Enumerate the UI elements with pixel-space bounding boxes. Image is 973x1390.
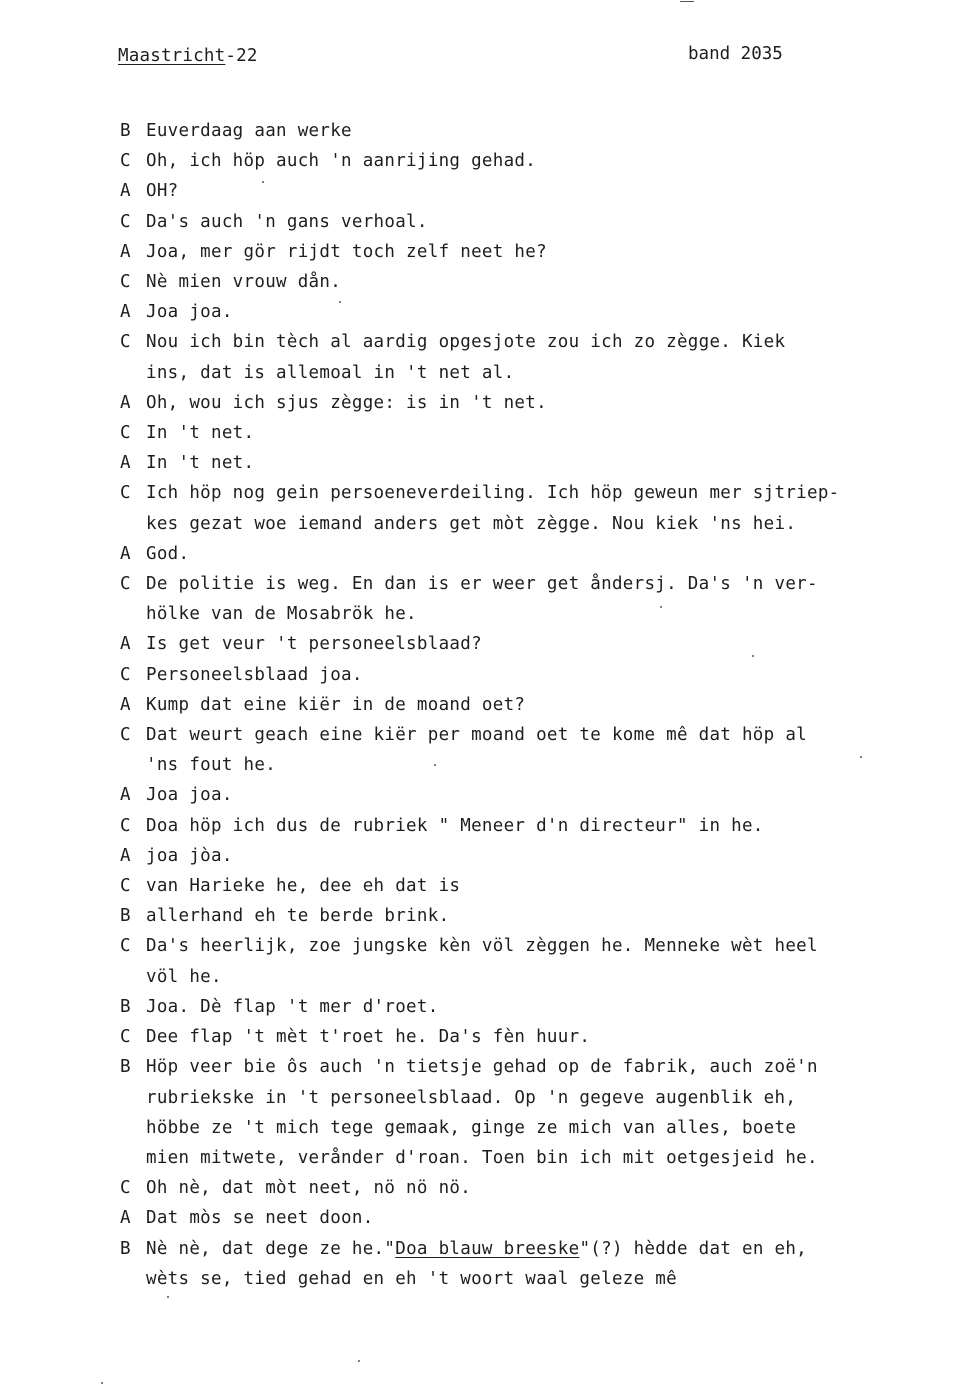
utterance-text: allerhand eh te berde brink. — [146, 906, 450, 927]
transcript-line — [120, 780, 940, 810]
transcript-line — [120, 1234, 940, 1264]
utterance-text: höbbe ze 't mich tege gemaak, ginge ze mich van alles, boete — [146, 1117, 797, 1138]
utterance-text: hölke van de Mosabrök he. — [146, 604, 417, 625]
speaker-label: A — [120, 181, 131, 202]
scan-speck — [860, 756, 862, 758]
utterance-text — [146, 1234, 940, 1264]
utterance-text: Ich höp nog gein persoeneverdeiling. Ich höp geweun mer sjtriep- — [146, 483, 840, 504]
transcript-line — [120, 1173, 940, 1203]
transcript-line — [120, 176, 940, 206]
header-location-suffix: -22 — [225, 46, 258, 66]
speaker-label: A — [120, 634, 131, 655]
speaker-label: C — [120, 483, 131, 504]
utterance-text: Höp veer bie ôs auch 'n tietsje gehad op de fabrik, auch zoë'n — [146, 1057, 818, 1078]
utterance-text: Oh, wou ich sjus zègge: is in 't net. — [146, 392, 547, 413]
speaker-label: A — [120, 845, 131, 866]
speaker-label: C — [120, 574, 131, 595]
utterance-text: OH? — [146, 181, 179, 202]
utterance-text: Is get veur 't personeelsblaad? — [146, 634, 482, 655]
transcript-line — [120, 116, 940, 146]
transcript-line — [120, 1113, 940, 1143]
speaker-label: A — [120, 302, 131, 323]
scan-speck — [101, 1382, 103, 1384]
transcript-line — [120, 660, 940, 690]
transcript-line — [120, 327, 940, 357]
transcript-line — [120, 267, 940, 297]
speaker-label: C — [120, 211, 131, 232]
speaker-label: C — [120, 272, 131, 293]
transcript-line — [120, 901, 940, 931]
transcript-line — [120, 237, 940, 267]
transcript-line — [120, 478, 940, 508]
transcript-line — [120, 448, 940, 478]
speaker-label: C — [120, 1178, 131, 1199]
transcript-line — [120, 388, 940, 418]
scan-speck — [660, 606, 662, 608]
utterance-text: rubriekske in 't personeelsblaad. Op 'n gegeve augenblik eh, — [146, 1087, 797, 1108]
transcript-line — [120, 841, 940, 871]
utterance-text: Oh nè, dat mòt neet, nö nö nö. — [146, 1178, 472, 1199]
transcript-line — [120, 207, 940, 237]
speaker-label: A — [120, 543, 131, 564]
transcript-line — [120, 569, 940, 599]
speaker-label: C — [120, 1027, 131, 1048]
speaker-label: A — [120, 785, 131, 806]
transcript-line — [120, 1143, 940, 1173]
scan-speck — [358, 1360, 360, 1362]
speaker-label: C — [120, 815, 131, 836]
utterance-text: Oh, ich höp auch 'n aanrijing gehad. — [146, 151, 537, 172]
transcript-line — [120, 1083, 940, 1113]
transcript-line — [120, 871, 940, 901]
transcript-line — [120, 690, 940, 720]
underlined-title: Doa blauw breeske — [395, 1238, 580, 1259]
utterance-segment: "(?) hèdde dat en eh, — [579, 1238, 808, 1259]
transcript-line — [120, 418, 940, 448]
header-band: band 2035 — [688, 44, 783, 64]
utterance-text: Joa joa. — [146, 302, 233, 323]
utterance-text: Da's heerlijk, zoe jungske kèn völ zèggen he. Menneke wèt heel — [146, 936, 818, 957]
utterance-text: Dee flap 't mèt t'roet he. Da's fèn huur. — [146, 1027, 591, 1048]
utterance-text: Doa höp ich dus de rubriek " Meneer d'n directeur" in he. — [146, 815, 764, 836]
utterance-text: Dat weurt geach eine kiër per moand oet te kome mê dat höp al — [146, 725, 807, 746]
utterance-text: In 't net. — [146, 423, 255, 444]
transcript-line — [120, 629, 940, 659]
speaker-label: C — [120, 725, 131, 746]
header-location-name: Maastricht — [118, 46, 226, 66]
speaker-label: A — [120, 453, 131, 474]
header-location — [118, 46, 258, 66]
utterance-text: De politie is weg. En dan is er weer get åndersj. Da's 'n ver- — [146, 574, 818, 595]
speaker-label: B — [120, 121, 131, 141]
speaker-label: C — [120, 664, 131, 685]
utterance-text: kes gezat woe iemand anders get mòt zègge. Nou kiek 'ns hei. — [146, 513, 797, 534]
transcript-line — [120, 750, 940, 780]
transcript-line — [120, 1052, 940, 1082]
utterance-text: Joa joa. — [146, 785, 233, 806]
utterance-text: Personeelsblaad joa. — [146, 664, 363, 685]
utterance-text: van Harieke he, dee eh dat is — [146, 876, 461, 897]
utterance-text: joa jòa. — [146, 845, 233, 866]
speaker-label: B — [120, 996, 131, 1017]
utterance-text: wèts se, tied gehad en eh 't woort waal geleze mê — [146, 1268, 677, 1289]
speaker-label: A — [120, 392, 131, 413]
transcript-line — [120, 358, 940, 388]
utterance-text: Joa, mer gör rijdt toch zelf neet he? — [146, 241, 547, 262]
utterance-text: 'ns fout he. — [146, 755, 277, 776]
transcript-line — [120, 599, 940, 629]
scan-speck — [680, 1, 694, 2]
speaker-label: B — [120, 1238, 131, 1259]
speaker-label: B — [120, 906, 131, 927]
scan-speck — [752, 655, 754, 657]
utterance-text: Dat mòs se neet doon. — [146, 1208, 374, 1229]
transcript-line — [120, 1022, 940, 1052]
transcript-line — [120, 509, 940, 539]
speaker-label: C — [120, 423, 131, 444]
utterance-text: ins, dat is allemoal in 't net al. — [146, 362, 515, 383]
speaker-label: C — [120, 332, 131, 353]
scan-speck — [167, 1296, 169, 1298]
utterance-text: God. — [146, 543, 190, 564]
utterance-text: Kump dat eine kiër in de moand oet? — [146, 694, 526, 715]
utterance-text: In 't net. — [146, 453, 255, 474]
transcript-line — [120, 720, 940, 750]
transcript — [120, 116, 940, 1294]
utterance-text: Nou ich bin tèch al aardig opgesjote zou ich zo zègge. Kiek — [146, 332, 786, 353]
transcript-line — [120, 539, 940, 569]
speaker-label: A — [120, 241, 131, 262]
utterance-text: Joa. Dè flap 't mer d'roet. — [146, 996, 439, 1017]
transcript-line — [120, 962, 940, 992]
utterance-text: völ he. — [146, 966, 222, 987]
utterance-segment: Nè nè, dat dege ze he." — [146, 1238, 396, 1259]
utterance-text: Da's auch 'n gans verhoal. — [146, 211, 428, 232]
transcript-line — [120, 992, 940, 1022]
speaker-label: C — [120, 876, 131, 897]
speaker-label: A — [120, 694, 131, 715]
utterance-text: Nè mien vrouw dån. — [146, 272, 342, 293]
transcript-line — [120, 931, 940, 961]
speaker-label: B — [120, 1057, 131, 1078]
speaker-label: C — [120, 936, 131, 957]
scan-speck — [434, 764, 436, 766]
utterance-text: Euverdaag aan werke — [146, 121, 352, 141]
utterance-text: mien mitwete, verånder d'roan. Toen bin ich mit oetgesjeid he. — [146, 1147, 818, 1168]
speaker-label: C — [120, 151, 131, 172]
transcript-line — [120, 297, 940, 327]
transcript-line — [120, 1264, 940, 1294]
transcript-line — [120, 146, 940, 176]
transcript-line — [120, 1203, 940, 1233]
scan-speck — [262, 181, 264, 183]
speaker-label: A — [120, 1208, 131, 1229]
transcript-line — [120, 811, 940, 841]
scan-speck — [339, 301, 341, 303]
